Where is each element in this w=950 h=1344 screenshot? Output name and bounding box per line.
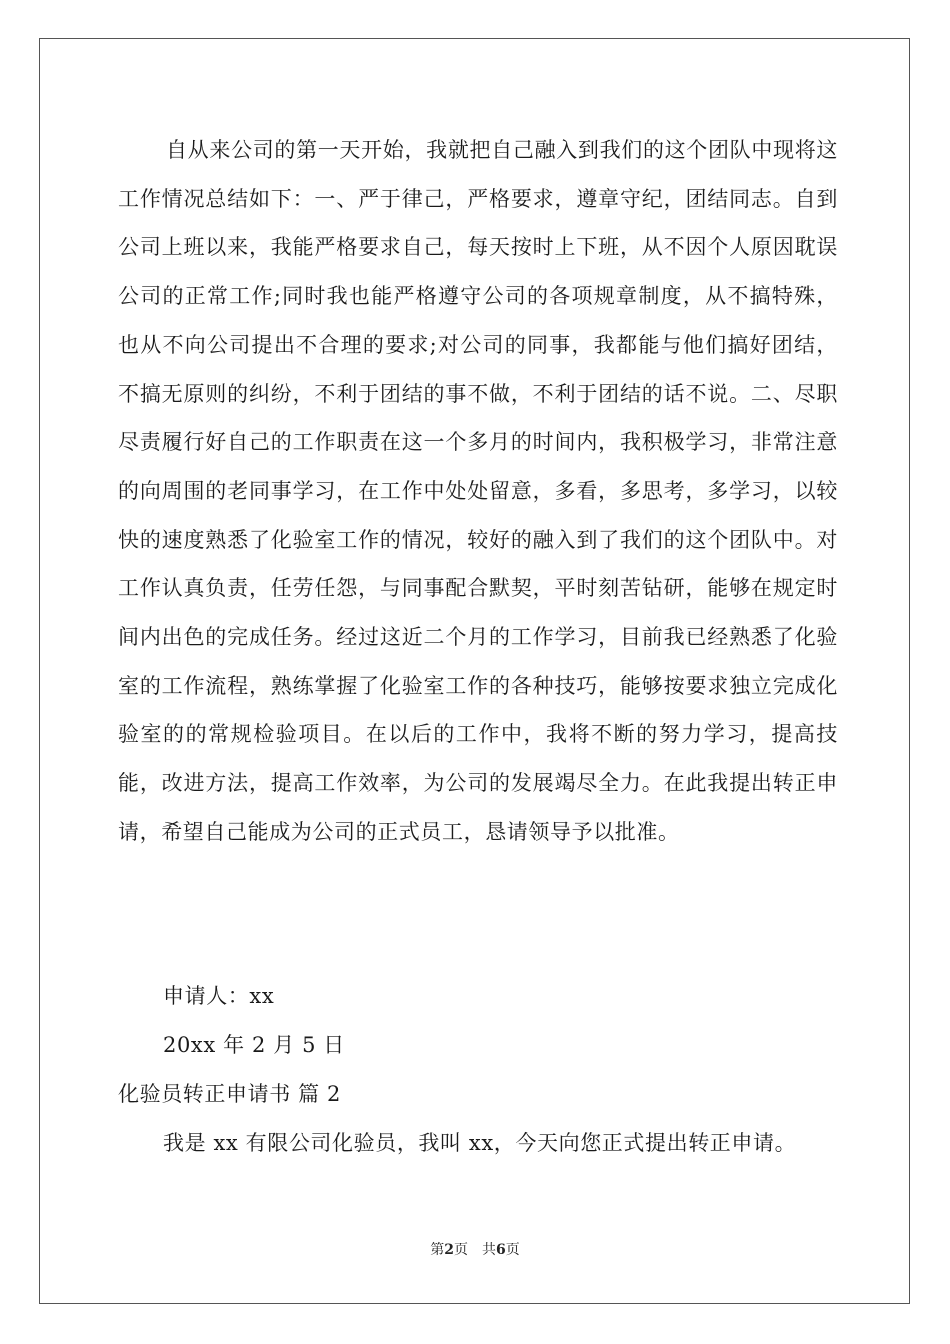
intro-paragraph: 我是 xx 有限公司化验员，我叫 xx，今天向您正式提出转正申请。	[163, 1131, 797, 1155]
page-current: 2	[444, 1242, 454, 1258]
body-paragraph: 自从来公司的第一天开始，我就把自己融入到我们的这个团队中现将这工作情况总结如下：一、严于律己，严格要求，遵章守纪，团结同志。自到公司上班以来，我能严格要求自己，每天按时上下班，从不因个人原因耽误公司的正常工作;同时我也能严格遵守公司的各项规章制度，从不搞特殊，也从不向公司提出不合理的要求;对公司的同事，我都能与他们搞好团结，不搞无原则的纠纷，不利于团结的事不做，不利于团结的话不说。二、尽职尽责履行好自己的工作职责在这一个多月的时间内，我积极学习，非常注意的向周围的老同事学习，在工作中处处留意，多看，多思考，多学习，以较快的速度熟悉了化验室工作的情况，较好的融入到了我们的这个团队中。对工作认真负责，任劳任怨，与同事配合默契，平时刻苦钻研，能够在规定时间内出色的完成任务。经过这近二个月的工作学习，目前我已经熟悉了化验室的工作流程，熟练掌握了化验室工作的各种技巧，能够按要求独立完成化验室的的常规检验项目。在以后的工作中，我将不断的努力学习，提高技能，改进方法，提高工作效率，为公司的发展竭尽全力。在此我提出转正申请，希望自己能成为公司的正式员工，恳请领导予以批准。	[118, 138, 838, 844]
total-prefix: 共	[482, 1242, 496, 1258]
date-line: 20xx 年 2 月 5 日	[163, 1033, 345, 1057]
page-prefix: 第	[430, 1242, 445, 1258]
applicant-line: 申请人：xx	[163, 984, 275, 1008]
page-footer	[0, 1240, 950, 1260]
total-suffix: 页	[505, 1242, 520, 1258]
page-total: 6	[496, 1242, 506, 1258]
section-title: 化验员转正申请书 篇 2	[118, 1082, 341, 1106]
page-suffix: 页	[454, 1242, 468, 1258]
